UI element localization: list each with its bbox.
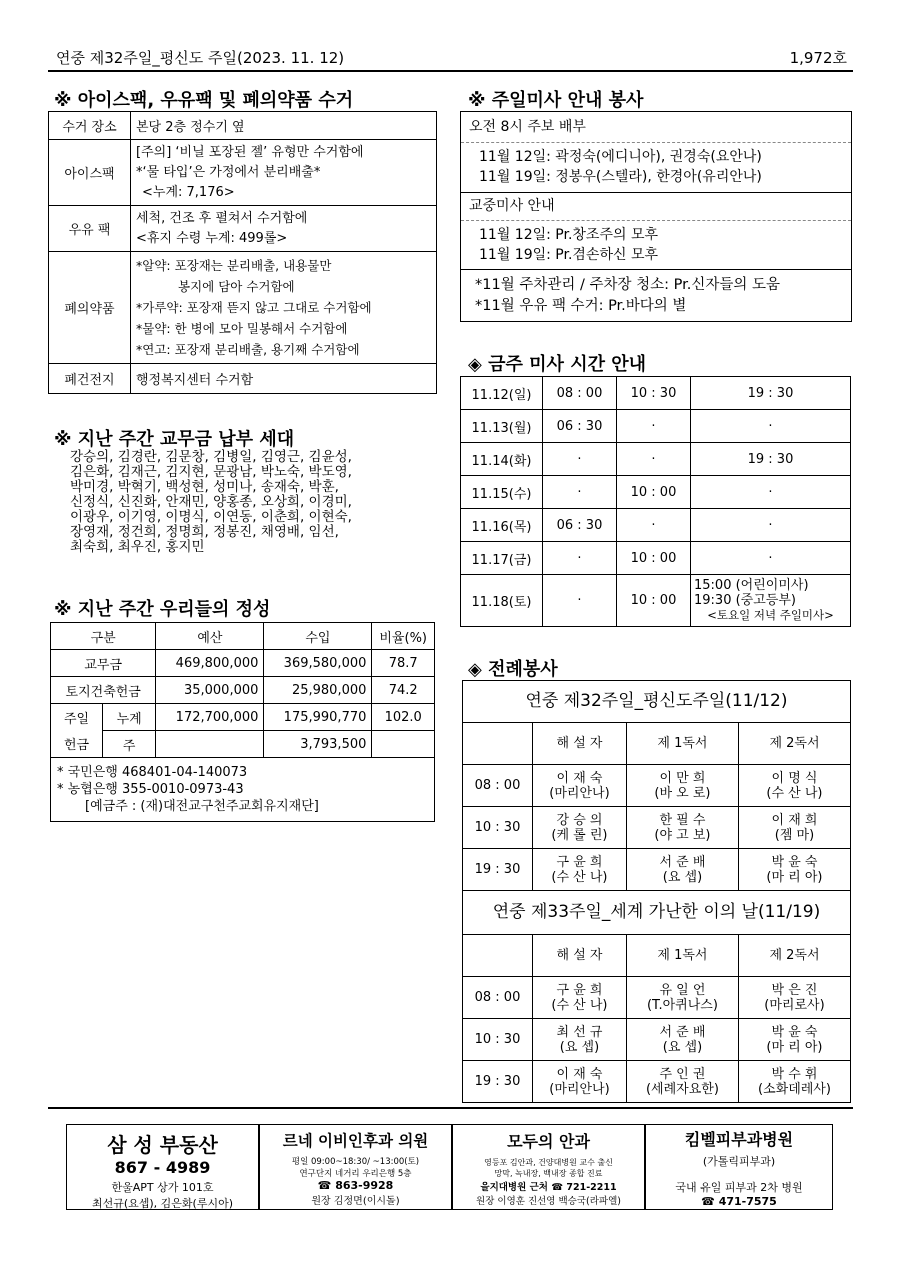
donor-line: 강승의, 김경란, 김문창, 김병일, 김영근, 김윤성, (70, 449, 352, 465)
server-baptism: (마리안나) (549, 785, 610, 801)
bulletin-header (48, 44, 853, 70)
liturgy-time: 10 : 30 (463, 807, 533, 849)
week-title: 연중 제32주일_평신도주일(11/12) (463, 681, 851, 723)
server-baptism: (요 셉) (662, 1039, 703, 1055)
collect-text: [주의] ‘비닐 포장된 젤’ 유형만 수거함에 (136, 144, 364, 160)
offering-cell: 누계 (103, 704, 156, 731)
week-title: 연중 제33주일_세계 가난한 이의 날(11/19) (463, 891, 851, 935)
header-divider (48, 70, 853, 72)
ad-text: 망막, 녹내장, 백내장 종합 진료 (494, 1169, 603, 1178)
server-name: 최 선 규 (556, 1024, 603, 1040)
service-line: 11월 12일: 곽정숙(에디니아), 권경숙(요안나) (479, 149, 762, 165)
collect-label: 수거 장소 (49, 112, 131, 140)
schedule-time: · (617, 410, 691, 443)
offering-cell: 175,990,770 (264, 704, 372, 731)
schedule-day: 11.16(목) (461, 509, 543, 542)
offering-cell: 74.2 (372, 677, 435, 704)
offering-cell: 172,700,000 (156, 704, 264, 731)
issue-number: 1,972호 (789, 49, 847, 67)
server-name: 서 준 배 (659, 854, 706, 870)
server-name: 서 준 배 (659, 1024, 706, 1040)
schedule-time: 19:30 (중고등부) (694, 593, 796, 608)
donor-line: 김은화, 김재근, 김지현, 문광남, 박노숙, 박도영, (70, 464, 352, 480)
donor-line: 박미경, 박혁기, 백성현, 성미나, 송재숙, 박훈, (70, 479, 339, 495)
offering-cell: 35,000,000 (156, 677, 264, 704)
server-baptism: (마 리 아) (766, 869, 823, 885)
offering-head: 구분 (51, 623, 156, 650)
server-name: 이 명 식 (771, 770, 818, 786)
liturgy-time: 08 : 00 (463, 765, 533, 807)
offering-title: ※ 지난 주간 우리들의 정성 (54, 599, 271, 620)
offering-cell: 토지건축헌금 (51, 677, 156, 704)
liturgy-head: 제 1독서 (626, 723, 738, 765)
server-baptism: (케 롤 린) (551, 827, 608, 843)
collect-label: 폐의약품 (49, 252, 131, 364)
schedule-time: · (617, 443, 691, 476)
liturgy-head: 제 1독서 (626, 935, 738, 977)
service-line: 11월 12일: Pr.창조주의 모후 (479, 227, 659, 243)
ad-text: 평일 09:00~18:30/ ~13:00(토) (291, 1157, 420, 1167)
mass-service-box (460, 111, 852, 322)
liturgy-head: 해 설 자 (533, 935, 627, 977)
schedule-title: ◈ 금주 미사 시간 안내 (468, 354, 647, 375)
schedule-time: 08 : 00 (543, 377, 617, 410)
server-baptism: (요 셉) (559, 1039, 600, 1055)
offering-cell (372, 731, 435, 758)
server-name: 구 윤 희 (556, 854, 603, 870)
liturgy-time: 08 : 00 (463, 977, 533, 1019)
mass-service-title: ※ 주일미사 안내 봉사 (468, 90, 644, 111)
server-name: 강 승 의 (556, 812, 603, 828)
ad-phone: 867 - 4989 (114, 1158, 211, 1177)
ad-text: 연구단지 네거리 우리은행 5층 (299, 1169, 412, 1179)
schedule-time: 19 : 30 (691, 377, 851, 410)
schedule-time: 06 : 30 (543, 509, 617, 542)
issue-title: 연중 제32주일_평신도 주일(2023. 11. 12) (56, 49, 345, 67)
offering-cell: 주 (103, 731, 156, 758)
collect-text: *연고: 포장재 분리배출, 용기째 수거함에 (136, 342, 360, 357)
liturgy-head: 제 2독서 (738, 723, 850, 765)
bank-owner: [예금주 : (재)대전교구천주교회유지재단] (85, 799, 319, 814)
server-name: 박 윤 숙 (771, 1024, 818, 1040)
schedule-day: 11.17(금) (461, 542, 543, 575)
offering-head: 예산 (156, 623, 264, 650)
offering-cell: 주일 (51, 704, 103, 731)
service-line: 11월 19일: 정봉우(스텔라), 한경아(유리안나) (479, 169, 762, 185)
schedule-time: 10 : 30 (617, 377, 691, 410)
ad-text: 한울APT 상가 101호 (111, 1181, 214, 1194)
offering-table (50, 622, 435, 822)
server-name: 이 재 숙 (556, 1066, 603, 1082)
server-baptism: (젬 마) (774, 827, 815, 843)
liturgy-time: 10 : 30 (463, 1019, 533, 1061)
schedule-time: · (543, 575, 617, 627)
server-baptism: (마 리 아) (766, 1039, 823, 1055)
collect-label: 폐건전지 (49, 364, 131, 394)
ad-phone: ☎ 863-9928 (317, 1179, 394, 1192)
collect-label: 우유 팩 (49, 206, 131, 252)
server-baptism: (소화데레사) (758, 1081, 831, 1097)
server-name: 박 은 진 (771, 982, 818, 998)
offering-cell: 헌금 (51, 731, 103, 758)
ad-ent-clinic (259, 1124, 452, 1210)
schedule-time: · (543, 443, 617, 476)
offering-head: 비율(%) (372, 623, 435, 650)
liturgy-time: 19 : 30 (463, 849, 533, 891)
offering-cell: 102.0 (372, 704, 435, 731)
footer-divider (48, 1107, 853, 1109)
server-name: 한 필 수 (659, 812, 706, 828)
ad-text: (가톨릭피부과) (702, 1155, 776, 1168)
donors-title: ※ 지난 주간 교무금 납부 세대 (54, 429, 295, 450)
server-name: 이 만 희 (659, 770, 706, 786)
liturgy-table (462, 680, 851, 1103)
offering-cell: 25,980,000 (264, 677, 372, 704)
collect-text: *물약: 한 병에 모아 밀봉해서 수거함에 (136, 321, 348, 336)
collect-text: *‘물 타입’은 가정에서 분리배출* (136, 164, 321, 180)
server-name: 구 윤 희 (556, 982, 603, 998)
server-name: 박 수 휘 (771, 1066, 818, 1082)
server-name: 이 재 희 (771, 812, 818, 828)
ad-dermatology (645, 1124, 833, 1210)
schedule-time: · (617, 509, 691, 542)
server-baptism: (요 셉) (662, 869, 703, 885)
bank-account: * 농협은행 355-0010-0973-43 (57, 782, 244, 797)
schedule-day: 11.18(토) (461, 575, 543, 627)
server-baptism: (수 산 나) (551, 997, 608, 1013)
server-baptism: (세례자요한) (645, 1081, 719, 1097)
server-name: 이 재 숙 (556, 770, 603, 786)
service-line: *11월 주차관리 / 주차장 청소: Pr.신자들의 도움 (475, 277, 780, 293)
bank-account: * 국민은행 468401-04-140073 (57, 765, 248, 780)
ad-name: 킴벨피부과병원 (684, 1130, 794, 1149)
schedule-time: 10 : 00 (617, 476, 691, 509)
schedule-time: 10 : 00 (617, 542, 691, 575)
ad-text: 원장 김정면(이시돌) (311, 1196, 400, 1207)
server-baptism: (마리안나) (549, 1081, 610, 1097)
offering-cell (156, 731, 264, 758)
collect-text: 본당 2층 정수기 옆 (131, 112, 437, 140)
schedule-time: 06 : 30 (543, 410, 617, 443)
liturgy-head: 해 설 자 (533, 723, 627, 765)
schedule-time: · (543, 542, 617, 575)
liturgy-head: 제 2독서 (738, 935, 850, 977)
ad-realestate (66, 1124, 259, 1210)
donor-line: 이광우, 이기영, 이명식, 이연동, 이춘희, 이현숙, (70, 509, 352, 525)
schedule-time: · (691, 410, 851, 443)
server-name: 박 윤 숙 (771, 854, 818, 870)
schedule-time: · (691, 476, 851, 509)
collect-text: <휴지 수령 누계: 499롤> (136, 230, 288, 246)
schedule-time: 15:00 (어린이미사) (694, 578, 809, 593)
service-heading: 오전 8시 주보 배부 (469, 119, 586, 135)
server-name: 유 일 언 (659, 982, 706, 998)
ad-text: 최선규(요셉), 김은화(루시아) (91, 1197, 234, 1210)
ad-eye-clinic (452, 1124, 645, 1210)
ad-phone: ☎ 471-7575 (701, 1195, 777, 1208)
server-baptism: (바 오 로) (654, 785, 711, 801)
server-baptism: (야 고 보) (654, 827, 711, 843)
server-baptism: (수 산 나) (551, 869, 608, 885)
offering-cell: 78.7 (372, 650, 435, 677)
collect-text: 세척, 건조 후 펼쳐서 수거함에 (136, 210, 308, 226)
offering-cell: 교무금 (51, 650, 156, 677)
donor-line: 최숙희, 최우진, 홍지민 (70, 539, 205, 555)
schedule-day: 11.15(수) (461, 476, 543, 509)
schedule-time: · (543, 476, 617, 509)
ad-name: 르네 이비인후과 의원 (282, 1132, 429, 1150)
schedule-note: <토요일 저녁 주일미사> (707, 608, 834, 622)
collect-text: 봉지에 담아 수거함에 (178, 279, 295, 294)
collect-text: *가루약: 포장재 뜯지 않고 그대로 수거함에 (136, 300, 372, 315)
collect-label: 아이스팩 (49, 140, 131, 206)
offering-head: 수입 (264, 623, 372, 650)
schedule-day: 11.12(일) (461, 377, 543, 410)
offering-cell: 469,800,000 (156, 650, 264, 677)
schedule-time: 19 : 30 (691, 443, 851, 476)
ad-name: 삼 성 부동산 (107, 1133, 218, 1157)
service-heading: 교중미사 안내 (469, 198, 555, 214)
server-baptism: (마리로사) (764, 997, 825, 1013)
collect-table (48, 111, 437, 394)
schedule-day: 11.14(화) (461, 443, 543, 476)
collect-text: 행정복지센터 수거함 (131, 364, 437, 394)
schedule-time: · (691, 542, 851, 575)
offering-cell: 369,580,000 (264, 650, 372, 677)
ad-phone: 을지대병원 근처 ☎ 721-2211 (480, 1182, 617, 1193)
donor-list (70, 450, 440, 555)
ad-text: 영등포 김안과, 건양대병원 교수 출신 (484, 1158, 613, 1167)
schedule-time: · (691, 509, 851, 542)
schedule-table (460, 376, 851, 627)
offering-cell: 3,793,500 (264, 731, 372, 758)
ad-text: 국내 유일 피부과 2차 병원 (675, 1181, 803, 1194)
ad-text: 원장 이영훈 진선영 백승국(라파엘) (476, 1196, 621, 1207)
collect-text: *알약: 포장재는 분리배출, 내용물만 (136, 258, 332, 273)
liturgy-title: ◈ 전례봉사 (468, 659, 558, 680)
schedule-day: 11.13(월) (461, 410, 543, 443)
service-line: 11월 19일: Pr.겸손하신 모후 (479, 247, 659, 263)
server-baptism: (수 산 나) (766, 785, 823, 801)
donor-line: 신정식, 신진화, 안재민, 양홍종, 오상희, 이경미, (70, 494, 352, 510)
server-name: 주 인 권 (659, 1066, 706, 1082)
server-baptism: (T.아퀴나스) (646, 997, 718, 1013)
collect-title: ※ 아이스팩, 우유팩 및 폐의약품 수거 (54, 90, 354, 111)
collect-text: <누계: 7,176> (142, 184, 235, 200)
schedule-time: 10 : 00 (617, 575, 691, 627)
liturgy-time: 19 : 30 (463, 1061, 533, 1103)
service-line: *11월 우유 팩 수거: Pr.바다의 별 (475, 298, 687, 314)
donor-line: 장영재, 정건희, 정명희, 정봉진, 채영배, 임선, (70, 524, 339, 540)
ad-name: 모두의 안과 (507, 1132, 590, 1151)
